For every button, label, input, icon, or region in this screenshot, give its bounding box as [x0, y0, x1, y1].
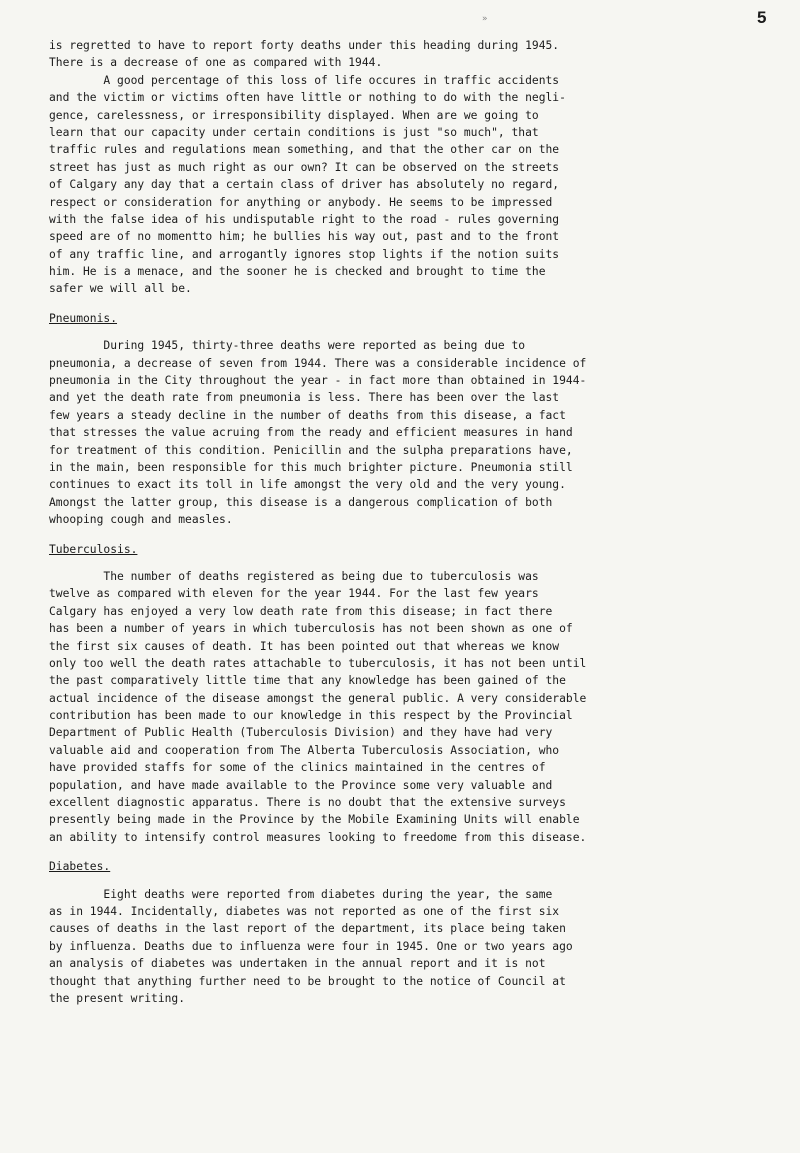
- text-line: the first six causes of death. It has been pointed out that whereas we know: [49, 639, 560, 653]
- section-heading: Tuberculosis.: [49, 542, 138, 556]
- text-line: have provided staffs for some of the clinics maintained in the centres of: [49, 761, 546, 775]
- section-2: [49, 529, 779, 847]
- text-line: by influenza. Deaths due to influenza were four in 1945. One or two years ago: [49, 939, 573, 953]
- text-line: whooping cough and measles.: [49, 513, 233, 527]
- text-line: Amongst the latter group, this disease is a dangerous complication of both: [49, 495, 553, 509]
- text-line: the past comparatively little time that any knowledge has been gained of the: [49, 674, 566, 688]
- text-line: an analysis of diabetes was undertaken in the annual report and it is not: [49, 957, 546, 971]
- text-line: as in 1944. Incidentally, diabetes was not reported as one of the first six: [49, 904, 560, 918]
- text-line: that stresses the value acruing from the ready and efficient measures in hand: [49, 426, 573, 440]
- text-line: The number of deaths registered as being due to tuberculosis was: [49, 569, 539, 583]
- text-line: respect or consideration for anything or anybody. He seems to be impressed: [49, 195, 553, 209]
- text-line: thought that anything further need to be brought to the notice of Council at: [49, 974, 566, 988]
- document-body: [49, 37, 779, 1007]
- text-line: in the main, been responsible for this much brighter picture. Pneumonia still: [49, 460, 573, 474]
- text-line: learn that our capacity under certain conditions is just "so much", that: [49, 125, 539, 139]
- text-line: only too well the death rates attachable to tuberculosis, it has not been until: [49, 656, 587, 670]
- text-line: A good percentage of this loss of life occures in traffic accidents: [49, 73, 560, 87]
- text-line: of any traffic line, and arrogantly ignores stop lights if the notion suits: [49, 247, 560, 261]
- text-line: traffic rules and regulations mean something, and that the other car on the: [49, 143, 560, 157]
- page-number: 5: [757, 8, 767, 27]
- text-line: population, and have made available to the Province some very valuable and: [49, 778, 553, 792]
- text-line: pneumonia in the City throughout the year - in fact more than obtained in 1944-: [49, 374, 587, 388]
- text-line: few years a steady decline in the number of deaths from this disease, a fact: [49, 408, 566, 422]
- text-line: There is a decrease of one as compared with 1944.: [49, 56, 383, 70]
- text-line: causes of deaths in the last report of the department, its place being taken: [49, 922, 566, 936]
- text-line: gence, carelessness, or irresponsibility displayed. When are we going to: [49, 108, 539, 122]
- section-1: [49, 298, 779, 529]
- text-line: of Calgary any day that a certain class of driver has absolutely no regard,: [49, 178, 560, 192]
- text-line: excellent diagnostic apparatus. There is no doubt that the extensive surveys: [49, 796, 566, 810]
- text-line: has been a number of years in which tuberculosis has not been shown as one of: [49, 622, 573, 636]
- text-line: for treatment of this condition. Penicillin and the sulpha preparations have,: [49, 443, 573, 457]
- section-gap: [49, 298, 779, 310]
- text-line: During 1945, thirty-three deaths were reported as being due to: [49, 339, 526, 353]
- text-line: and yet the death rate from pneumonia is less. There has been over the last: [49, 391, 560, 405]
- scan-mark: »: [482, 14, 488, 24]
- text-line: contribution has been made to our knowledge in this respect by the Provincial: [49, 709, 573, 723]
- text-line: the present writing.: [49, 991, 186, 1005]
- text-line: Department of Public Health (Tuberculosis Division) and they have had very: [49, 726, 553, 740]
- text-line: him. He is a menace, and the sooner he is checked and brought to time the: [49, 265, 546, 279]
- section-0: [49, 37, 779, 298]
- text-line: an ability to intensify control measures looking to freedome from this disease.: [49, 830, 587, 844]
- text-line: twelve as compared with eleven for the year 1944. For the last few years: [49, 587, 539, 601]
- section-3: [49, 846, 779, 1007]
- text-line: is regretted to have to report forty deaths under this heading during 1945.: [49, 39, 560, 52]
- text-line: continues to exact its toll in life amongst the very old and the very young.: [49, 478, 566, 492]
- section-heading: Diabetes.: [49, 860, 111, 874]
- text-line: speed are of no momentto him; he bullies his way out, past and to the front: [49, 230, 560, 244]
- text-line: safer we will all be.: [49, 282, 192, 296]
- section-heading: Pneumonis.: [49, 311, 118, 325]
- text-line: pneumonia, a decrease of seven from 1944. There was a considerable incidence of: [49, 356, 587, 370]
- text-line: presently being made in the Province by the Mobile Examining Units will enable: [49, 813, 580, 827]
- text-line: actual incidence of the disease amongst the general public. A very considerable: [49, 691, 587, 705]
- text-line: Eight deaths were reported from diabetes during the year, the same: [49, 887, 553, 901]
- text-line: Calgary has enjoyed a very low death rate from this disease; in fact there: [49, 604, 553, 618]
- section-gap: [49, 529, 779, 541]
- text-line: with the false idea of his undisputable right to the road - rules governing: [49, 212, 560, 226]
- text-line: and the victim or victims often have little or nothing to do with the negli-: [49, 91, 566, 105]
- text-line: street has just as much right as our own? It can be observed on the streets: [49, 160, 560, 174]
- section-gap: [49, 846, 779, 858]
- text-line: valuable aid and cooperation from The Alberta Tuberculosis Association, who: [49, 743, 560, 757]
